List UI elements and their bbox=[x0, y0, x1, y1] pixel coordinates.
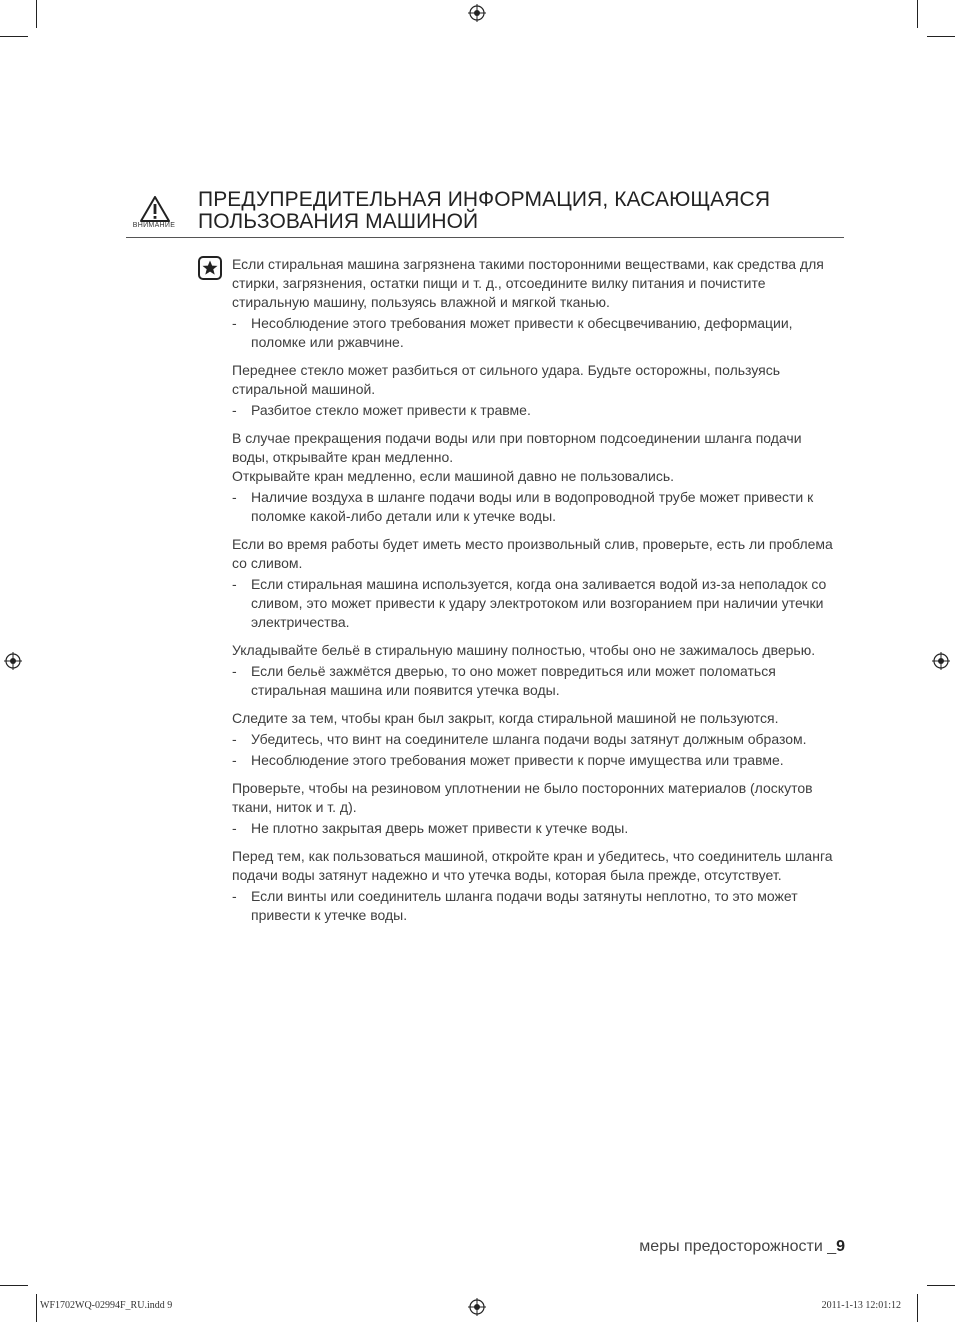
consequence-item bbox=[232, 887, 842, 925]
registration-mark-icon bbox=[932, 652, 950, 670]
consequence-item bbox=[232, 314, 842, 352]
crop-mark bbox=[36, 0, 37, 28]
consequence-item bbox=[232, 488, 842, 526]
crop-mark bbox=[927, 1285, 955, 1286]
crop-mark bbox=[927, 36, 955, 37]
page-title-line: ПОЛЬЗОВАНИЯ МАШИНОЙ bbox=[198, 210, 479, 233]
registration-mark-icon bbox=[468, 1298, 486, 1316]
dash-bullet: - bbox=[232, 888, 237, 904]
consequence-text: Если винты или соединитель шланга подачи воды затянуты неплотно, то это может привести к утечке воды. bbox=[251, 888, 798, 923]
warning-label: ВНИМАНИЕ bbox=[132, 222, 176, 229]
registration-mark-icon bbox=[468, 4, 486, 22]
dash-bullet: - bbox=[232, 315, 237, 331]
dash-bullet: - bbox=[232, 576, 237, 592]
precaution-text: Перед тем, как пользоваться машиной, откройте кран и убедитесь, что соединитель шланга подачи воды затянут надежно и что утечка воды, которая была прежде, отсутствует. bbox=[232, 848, 833, 883]
precaution-text: Следите за тем, чтобы кран был закрыт, когда стиральной машиной не пользуются. bbox=[232, 710, 779, 726]
dash-bullet: - bbox=[232, 731, 237, 747]
print-slug-file: WF1702WQ-02994F_RU.indd 9 bbox=[40, 1300, 173, 1311]
page-title-line: ПРЕДУПРЕДИТЕЛЬНАЯ ИНФОРМАЦИЯ, КАСАЮЩАЯСЯ bbox=[198, 188, 771, 211]
precaution-text: Укладывайте бельё в стиральную машину полностью, чтобы оно не зажималось дверью. bbox=[232, 642, 816, 658]
consequence-item bbox=[232, 575, 842, 632]
dash-bullet: - bbox=[232, 402, 237, 418]
precaution-block bbox=[232, 535, 842, 632]
precaution-block bbox=[232, 429, 842, 526]
precaution-text: В случае прекращения подачи воды или при повторном подсоединении шланга подачи воды, открывайте кран медленно. bbox=[232, 430, 802, 465]
precaution-block bbox=[232, 361, 842, 420]
section-header bbox=[126, 188, 844, 238]
crop-mark bbox=[36, 1294, 37, 1322]
crop-mark bbox=[917, 0, 918, 28]
consequence-text: Несоблюдение этого требования может привести к порче имущества или травме. bbox=[251, 752, 784, 768]
consequence-text: Если бельё зажмётся дверью, то оно может повредиться или может поломаться стиральная машина или появится утечка воды. bbox=[251, 663, 776, 698]
consequence-item bbox=[232, 819, 842, 838]
consequence-text: Убедитесь, что винт на соединителе шланга подачи воды затянут должным образом. bbox=[251, 731, 807, 747]
dash-bullet: - bbox=[232, 663, 237, 679]
consequence-item bbox=[232, 730, 842, 749]
dash-bullet: - bbox=[232, 489, 237, 505]
crop-mark bbox=[0, 36, 28, 37]
page-footer bbox=[639, 1238, 845, 1256]
consequence-text: Не плотно закрытая дверь может привести к утечке воды. bbox=[251, 820, 629, 836]
consequence-text: Если стиральная машина используется, когда она заливается водой из-за неполадок со сливом, это может привести к удару электротоком или возгоранием при наличии утечки электричества. bbox=[251, 576, 827, 630]
registration-mark-icon bbox=[4, 652, 22, 670]
consequence-text: Наличие воздуха в шланге подачи воды или в водопроводной трубе может привести к поломке какой-либо детали или к утечке воды. bbox=[251, 489, 814, 524]
precautions-list bbox=[232, 255, 842, 934]
precaution-block bbox=[232, 255, 842, 352]
precaution-text: Проверьте, чтобы на резиновом уплотнении не было посторонних материалов (лоскутов ткани, ниток и т. д). bbox=[232, 780, 813, 815]
precaution-text: Если во время работы будет иметь место произвольный слив, проверьте, есть ли проблема со сливом. bbox=[232, 536, 833, 571]
footer-section-label: меры предосторожности _ bbox=[639, 1238, 837, 1255]
page-number: 9 bbox=[836, 1238, 845, 1255]
consequence-item bbox=[232, 662, 842, 700]
precaution-block bbox=[232, 847, 842, 925]
warning-triangle-icon bbox=[140, 196, 170, 222]
dash-bullet: - bbox=[232, 820, 237, 836]
precaution-block bbox=[232, 709, 842, 770]
precaution-text: Если стиральная машина загрязнена такими посторонними веществами, как средства для стирки, загрязнения, остатки пищи и т. д., отсоедините вилку питания и почистите стиральную машину, пользуясь влажной и мягкой тканью. bbox=[232, 256, 824, 310]
crop-mark bbox=[917, 1294, 918, 1322]
consequence-item bbox=[232, 401, 842, 420]
precaution-block bbox=[232, 779, 842, 838]
dash-bullet: - bbox=[232, 752, 237, 768]
consequence-text: Разбитое стекло может привести к травме. bbox=[251, 402, 531, 418]
precaution-block bbox=[232, 641, 842, 700]
star-note-icon bbox=[198, 256, 222, 280]
crop-mark bbox=[0, 1285, 28, 1286]
precaution-text: Переднее стекло может разбиться от сильного удара. Будьте осторожны, пользуясь стиральной машиной. bbox=[232, 362, 781, 397]
precaution-text: Открывайте кран медленно, если машиной давно не пользовались. bbox=[232, 468, 675, 484]
consequence-item bbox=[232, 751, 842, 770]
page-title bbox=[198, 189, 770, 233]
consequence-text: Несоблюдение этого требования может привести к обесцвечиванию, деформации, поломке или ржавчине. bbox=[251, 315, 793, 350]
print-slug-datetime: 2011-1-13 12:01:12 bbox=[821, 1300, 901, 1311]
